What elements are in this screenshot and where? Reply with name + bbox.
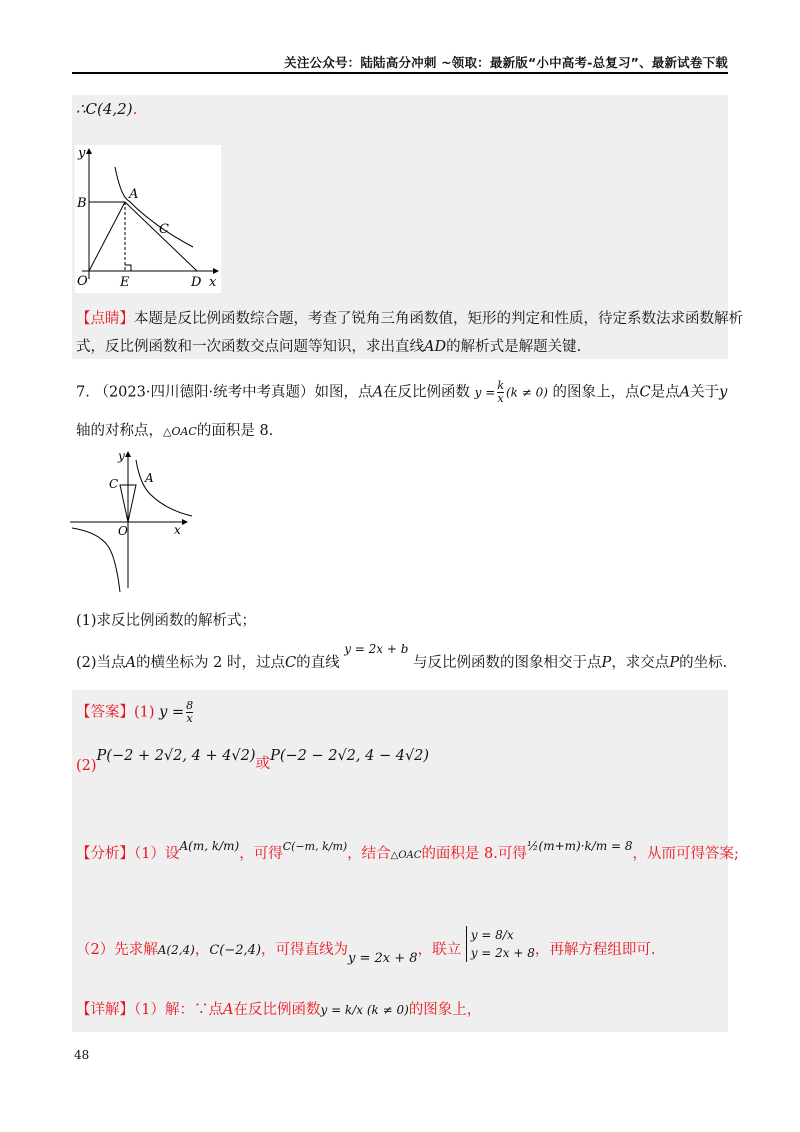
- fig2-label-o: O: [118, 524, 128, 538]
- therefore-c: ∴C(4,2).: [76, 100, 138, 118]
- dianjing-line-1: 【点睛】本题是反比例函数综合题，考查了锐角三角函数值，矩形的判定和性质，待定系数法求函数解析: [76, 311, 743, 327]
- dianjing-line-2: 式，反比例函数和一次函数交点问题等知识，求出直线AD的解析式是解题关键.: [76, 339, 582, 355]
- analysis-line-2: （2）先求解A(2,4)，C(−2,4)，可得直线为y = 2x + 8，联立 y = 8/x y = 2x + 8 ，再解方程组即可.: [76, 928, 656, 966]
- answer-1: 【答案】(1) y = $\frac{8}{x}$: [76, 699, 194, 726]
- fig2-label-y: y: [118, 449, 125, 463]
- fig1-label-d: D: [191, 275, 202, 290]
- fig1-label-y: y: [78, 146, 86, 161]
- answer-2: (2)P(−2 + 2√2, 4 + 4√2)或P(−2 − 2√2, 4 − 4√2): [76, 748, 430, 774]
- detail-line: 【详解】（1）解：∵点A在反比例函数y = k/x (k ≠ 0)的图象上，: [76, 1002, 482, 1018]
- fig1-label-e: E: [120, 275, 130, 290]
- header-rule: [72, 72, 728, 74]
- fig2-label-a: A: [145, 471, 154, 485]
- problem-7-line-1: 7. （2023·四川德阳·统考中考真题）如图，点A在反比例函数 y = $\frac{k}{x}$ (k ≠ 0) 的图象上，点C是点A关于y: [76, 379, 728, 406]
- analysis-line-1: 【分析】（1）设$^{A(m, k/m)}$，可得$^{C(-m, k/m)}$，结合△OAC的面积是 8.可得$^{\frac{1}{2}(m+m)\cdot k/m = 8}$，从而可得答案;: [76, 839, 739, 862]
- fig1-label-c: C: [159, 222, 169, 237]
- fig1-label-b: B: [77, 196, 87, 211]
- page-header: 关注公众号：陆陆高分冲刺 ~领取：最新版“小中高考-总复习”、最新试卷下载: [284, 55, 728, 70]
- fig1-label-a: A: [129, 187, 139, 202]
- fig2-label-x: x: [174, 523, 181, 537]
- page-number: 48: [74, 1048, 90, 1062]
- question-1: (1)求反比例函数的解析式；: [76, 613, 257, 629]
- figure-2: [70, 448, 195, 598]
- system-of-equations: y = 8/x y = 2x + 8: [466, 926, 535, 962]
- fig2-label-c: C: [109, 477, 119, 491]
- question-2: (2)当点A的横坐标为 2 时，过点C的直线 $^{y = 2x + b}$ 与反比例函数的图象相交于点P，求交点P的坐标.: [76, 642, 728, 671]
- figure-1: [75, 145, 221, 293]
- problem-7-line-2: 轴的对称点，△OAC的面积是 8.: [76, 423, 274, 439]
- fig1-label-x: x: [209, 275, 217, 290]
- fig1-label-o: O: [77, 274, 88, 289]
